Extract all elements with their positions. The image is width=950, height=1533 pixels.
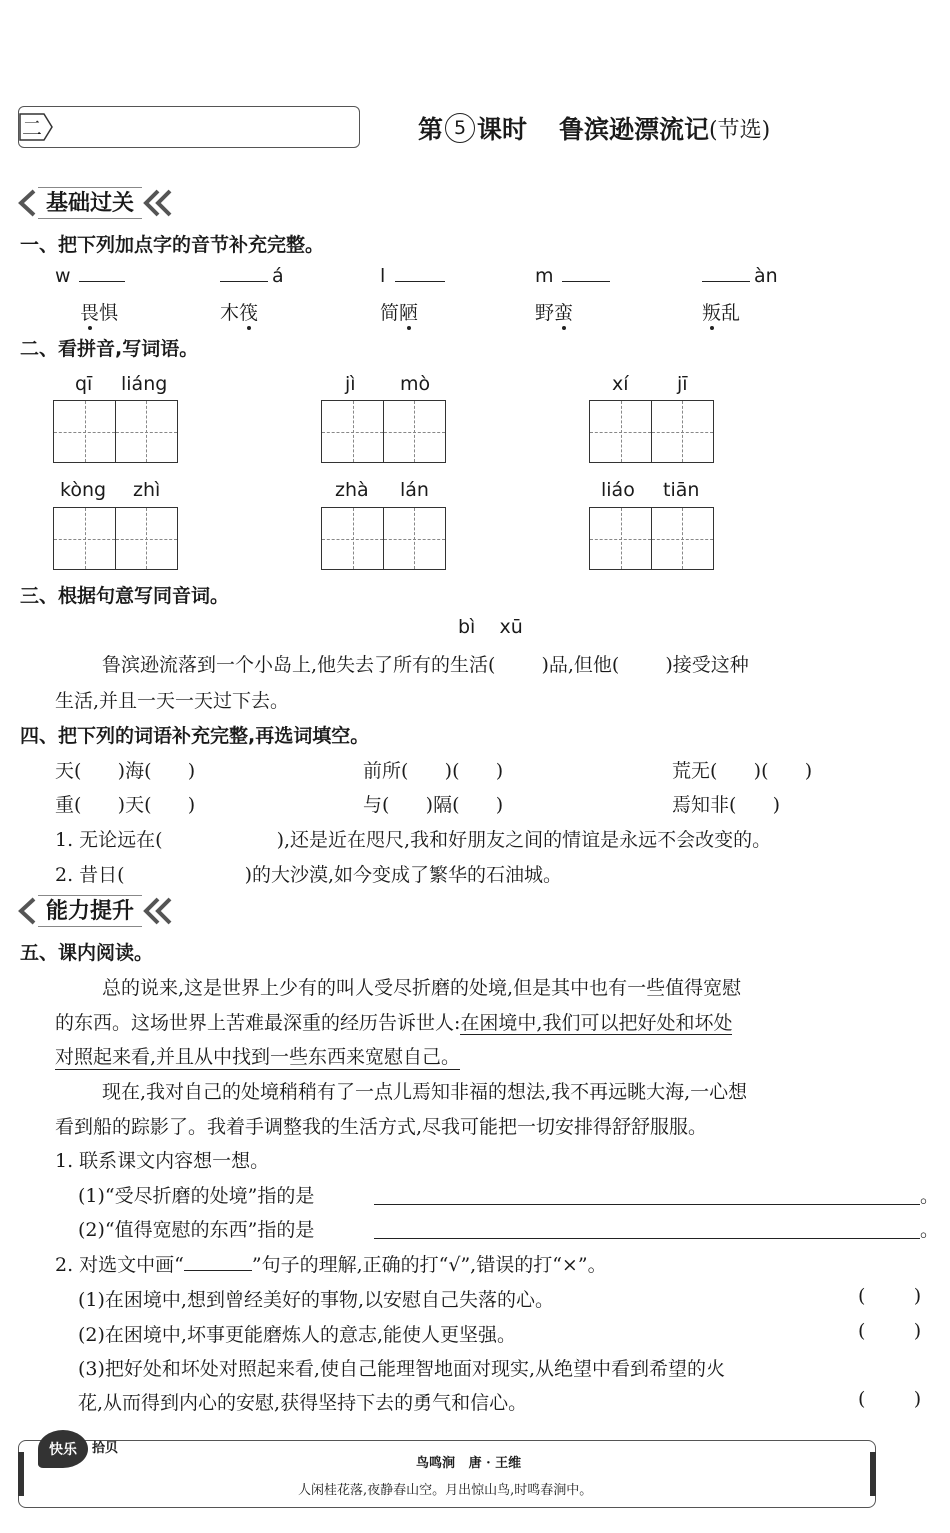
q2-pinyin-3b: jī bbox=[677, 373, 688, 395]
lesson-title: 鲁滨逊漂流记 bbox=[559, 115, 710, 144]
q5-option-2: (2)在困境中,坏事更能磨炼人的意志,能使人更坚强。 bbox=[78, 1324, 516, 1346]
q1-heading: 一、把下列加点字的音节补充完整。 bbox=[20, 234, 325, 256]
q2-heading: 二、看拼音,写词语。 bbox=[20, 338, 199, 360]
q5-para1-line3: 对照起来看,并且从中找到一些东西来宽慰自己。 bbox=[55, 1042, 460, 1070]
q5-option-3-line1: (3)把好处和坏处对照起来看,使自己能理智地面对现实,从绝望中看到希望的火 bbox=[78, 1358, 725, 1380]
q1-word-4: 野蛮 bbox=[535, 302, 574, 324]
q4-heading: 四、把下列的词语补充完整,再选词填空。 bbox=[20, 725, 370, 747]
unit-tag: 二 bbox=[22, 116, 42, 140]
q4-sentence-1: 1. 无论远在( ),还是近在咫尺,我和好朋友之间的情谊是永远不会改变的。 bbox=[55, 829, 772, 851]
q5-subq2: 2. 对选文中画“ ”句子的理解,正确的打“√”,错误的打“×”。 bbox=[55, 1254, 607, 1276]
q2-pinyin-2a: jì bbox=[345, 373, 356, 395]
q4-idiom-2: 前所( )( ) bbox=[363, 760, 504, 782]
q3-pinyin: bì xū bbox=[458, 616, 523, 638]
q2-grid-2[interactable] bbox=[321, 400, 446, 463]
q2-pinyin-1a: qī bbox=[75, 373, 93, 395]
chevron-left-icon bbox=[16, 896, 38, 926]
q4-idiom-5: 与( )隔( ) bbox=[363, 794, 504, 816]
q1-word-3: 简陋 bbox=[380, 302, 419, 324]
q2-pinyin-5a: zhà bbox=[335, 479, 369, 501]
q5-subq1: 1. 联系课文内容想一想。 bbox=[55, 1150, 270, 1172]
poem-title: 鸟鸣涧 唐 · 王维 bbox=[416, 1456, 522, 1471]
q4-idiom-1: 天( )海( ) bbox=[55, 760, 196, 782]
q1-syllable-5: àn bbox=[702, 265, 778, 287]
q5-para2-line2: 看到船的踪影了。我着手调整我的生活方式,尽我可能把一切安排得舒舒服服。 bbox=[55, 1116, 708, 1138]
q5-para1-line1: 总的说来,这是世界上少有的叫人受尽折磨的处境,但是其中也有一些值得宽慰 bbox=[102, 977, 742, 999]
answer-line-2[interactable] bbox=[374, 1238, 920, 1239]
q4-idiom-3: 荒无( )( ) bbox=[672, 760, 813, 782]
q1-syllable-2: á bbox=[220, 265, 284, 287]
section-banner-basic: 基础过关 bbox=[16, 186, 172, 220]
q1-word-2: 木筏 bbox=[220, 302, 259, 324]
section-banner-advanced: 能力提升 bbox=[16, 894, 172, 928]
answer-line-1[interactable] bbox=[374, 1204, 920, 1205]
q2-grid-1[interactable] bbox=[53, 400, 178, 463]
q2-pinyin-6b: tiān bbox=[663, 479, 700, 501]
q4-sentence-2: 2. 昔日( )的大沙漠,如今变成了繁华的石油城。 bbox=[55, 864, 563, 886]
q5-para2-line1: 现在,我对自己的处境稍稍有了一点儿焉知非福的想法,我不再远眺大海,一心想 bbox=[102, 1081, 748, 1103]
underlined-sentence: 在困境中,我们可以把好处和坏处 bbox=[460, 1012, 733, 1034]
logo: 快乐 bbox=[38, 1430, 88, 1468]
answer-paren-1[interactable]: ( ) bbox=[858, 1285, 922, 1307]
double-chevron-icon bbox=[142, 188, 172, 218]
q2-pinyin-6a: liáo bbox=[601, 479, 635, 501]
q2-pinyin-4a: kòng bbox=[60, 479, 107, 501]
q4-idiom-6: 焉知非( ) bbox=[672, 794, 781, 816]
double-chevron-icon bbox=[142, 896, 172, 926]
q2-grid-6[interactable] bbox=[589, 507, 714, 570]
q5-subq1-1: (1)“受尽折磨的处境”指的是 bbox=[78, 1185, 315, 1207]
q2-grid-5[interactable] bbox=[321, 507, 446, 570]
q1-word-5: 叛乱 bbox=[702, 302, 741, 324]
q1-word-1: 畏惧 bbox=[80, 302, 119, 324]
logo-sub: 拾贝 bbox=[92, 1441, 119, 1456]
q3-heading: 三、根据句意写同音词。 bbox=[20, 585, 230, 607]
q4-idiom-4: 重( )天( ) bbox=[55, 794, 196, 816]
q2-grid-3[interactable] bbox=[589, 400, 714, 463]
header-box bbox=[18, 106, 360, 148]
q2-pinyin-4b: zhì bbox=[133, 479, 161, 501]
q2-pinyin-1b: liáng bbox=[121, 373, 168, 395]
q3-sentence-line-1: 鲁滨逊流落到一个小岛上,他失去了所有的生活( )品,但他( )接受这种 bbox=[102, 654, 749, 676]
chevron-left-icon bbox=[16, 188, 38, 218]
q1-syllable-3: l bbox=[380, 265, 445, 287]
q1-syllable-4: m bbox=[535, 265, 610, 287]
q5-heading: 五、课内阅读。 bbox=[20, 942, 154, 964]
answer-paren-2[interactable]: ( ) bbox=[858, 1320, 922, 1342]
q3-sentence-line-2: 生活,并且一天一天过下去。 bbox=[55, 690, 290, 712]
q1-syllable-1: w bbox=[55, 265, 125, 287]
q5-option-1: (1)在困境中,想到曾经美好的事物,以安慰自己失落的心。 bbox=[78, 1289, 554, 1311]
q5-para1-line2: 的东西。这场世界上苦难最深重的经历告诉世人:在困境中,我们可以把好处和坏处 bbox=[55, 1012, 733, 1034]
page-title: 第 5 课时 鲁滨逊漂流记 (节选) bbox=[418, 110, 770, 146]
q2-grid-4[interactable] bbox=[53, 507, 178, 570]
q2-pinyin-5b: lán bbox=[400, 479, 429, 501]
q5-option-3-line2: 花,从而得到内心的安慰,获得坚持下去的勇气和信心。 bbox=[78, 1392, 528, 1414]
lesson-subtitle: (节选) bbox=[709, 117, 771, 143]
lesson-number: 5 bbox=[445, 113, 475, 143]
q2-pinyin-2b: mò bbox=[400, 373, 431, 395]
poem-text: 人闲桂花落,夜静春山空。月出惊山鸟,时鸣春涧中。 bbox=[298, 1483, 593, 1498]
q5-subq1-2: (2)“值得宽慰的东西”指的是 bbox=[78, 1219, 315, 1241]
q2-pinyin-3a: xí bbox=[612, 373, 629, 395]
answer-paren-3[interactable]: ( ) bbox=[858, 1388, 922, 1410]
